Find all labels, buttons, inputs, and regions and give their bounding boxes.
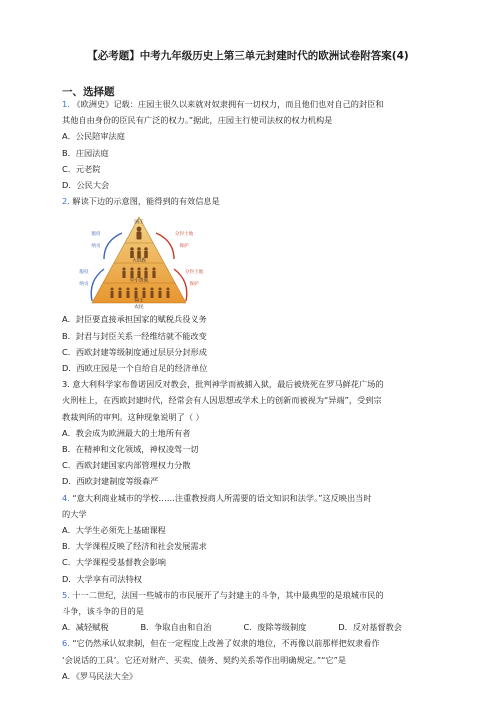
tier-label-4: 农民: [134, 305, 144, 310]
pyramid-diagram: [74, 211, 204, 309]
question-number: 2.: [62, 196, 70, 207]
option-b[interactable]: B．争取自由和自治: [140, 622, 212, 633]
option-d[interactable]: D．西欧庄园是一个自给自足的经济单位: [62, 363, 208, 374]
option-a[interactable]: A．封臣要直接承担国家的赋税兵役义务: [62, 314, 207, 325]
left-label-1: 服役: [91, 232, 101, 238]
right-label-1: 分封土地: [174, 232, 194, 238]
feudal-pyramid-figure: [74, 211, 204, 309]
question-4: [62, 490, 434, 587]
question-text: “它仍然承认奴隶制，但在一定程度上改善了奴隶的地位，不再像以前那样把奴隶看作: [72, 638, 380, 649]
option-b[interactable]: B．封君与封臣关系一经维结就不能改变: [62, 330, 207, 341]
option-b[interactable]: B．在精神和文化领域，神权凌驾一切: [62, 444, 199, 455]
question-2: [62, 193, 434, 376]
option-b[interactable]: B．庄园法庭: [62, 147, 109, 158]
question-text: 解读下边的示意图，能得到的有效信息是: [72, 196, 220, 207]
question-text: “意大利商业城市的学校……注重教授商人所需要的语文知识和法学。”这反映出当时: [72, 492, 372, 503]
question-text: 意大利科学家布鲁诺因反对教会，批判神学而被捕入狱，最后被烧死在罗马鲜花广场的: [72, 379, 384, 390]
left-label-4: 纳贡: [79, 282, 89, 288]
question-number: 3.: [62, 379, 70, 390]
question-number: 5.: [62, 589, 70, 600]
question-text: 其他自由身份的臣民有广泛的权力。”据此，庄园主行使司法权的权力机构是: [62, 115, 333, 126]
tier-label-2: 中小贵族: [129, 278, 149, 284]
question-number: 1.: [62, 99, 70, 109]
question-6: [62, 635, 434, 684]
question-text: 斗争，该斗争的目的是: [62, 606, 144, 617]
option-c[interactable]: C．大学课程受基督教会影响: [62, 557, 166, 568]
option-d[interactable]: D．西欧封建制度等级森严: [62, 476, 159, 487]
left-label-2: 纳贡: [91, 244, 101, 250]
question-text: 教裁判所的审判。这种现象说明了（ ）: [62, 411, 204, 422]
option-c[interactable]: C．废除等级制度: [243, 622, 307, 633]
tier-label-top: 国王: [134, 220, 144, 226]
option-d[interactable]: D．大学享有司法特权: [62, 573, 142, 584]
question-text: ‘会说话的工具’。它还对财产、买卖、债务、契约关系等作出明确规定。”“它”是: [62, 654, 347, 665]
option-a[interactable]: A．教会成为欧洲最大的土地所有者: [62, 427, 191, 438]
question-text: 的大学: [62, 508, 87, 519]
option-a[interactable]: A．公民陪审法庭: [62, 131, 125, 142]
question-number: 6.: [62, 638, 70, 649]
tier-label-3: 骑士: [134, 298, 144, 304]
option-b[interactable]: B．大学课程反映了经济和社会发展需求: [62, 541, 207, 552]
option-d[interactable]: D．反对基督教会: [338, 622, 402, 633]
option-a[interactable]: A．减轻赋税: [62, 622, 109, 633]
option-c[interactable]: C．西欧封建国家内部管理权力分散: [62, 460, 191, 471]
document-title: 【必考题】中考九年级历史上第三单元封建时代的欧洲试卷附答案(4): [87, 50, 409, 62]
right-label-3: 分封土地: [184, 270, 204, 276]
right-label-4: 保护: [189, 282, 199, 288]
question-5: [62, 587, 434, 636]
question-3: [62, 376, 434, 489]
option-a[interactable]: A．《罗马民法大全》: [62, 670, 138, 681]
question-text: 《欧洲史》记载：庄园主很久以来就对奴隶拥有一切权力，而且他们也对自己的封臣和: [72, 99, 384, 109]
right-label-2: 保护: [179, 244, 189, 250]
option-a[interactable]: A．大学生必须先上基础课程: [62, 525, 166, 536]
option-d[interactable]: D．公民大会: [62, 180, 110, 191]
section-heading: 一、选择题: [62, 86, 115, 98]
left-label-3: 服役: [79, 270, 89, 276]
tier-label-1: 大贵族: [132, 258, 146, 264]
question-number: 4.: [62, 492, 70, 503]
option-c[interactable]: C．元老院: [62, 163, 101, 174]
inline-options: [62, 619, 402, 635]
question-text: 十一二世纪，法国一些城市的市民展开了与封建主的斗争，其中最典型的是琅城市民的: [72, 589, 384, 600]
question-list: [62, 96, 434, 684]
option-c[interactable]: C．西欧封建等级制度通过层层分封形成: [62, 346, 207, 357]
question-text: 火刑柱上，在西欧封建时代，经常会有人因思想或学术上的创新而被视为“异端”，受到宗: [62, 395, 382, 406]
question-1: [62, 96, 434, 193]
